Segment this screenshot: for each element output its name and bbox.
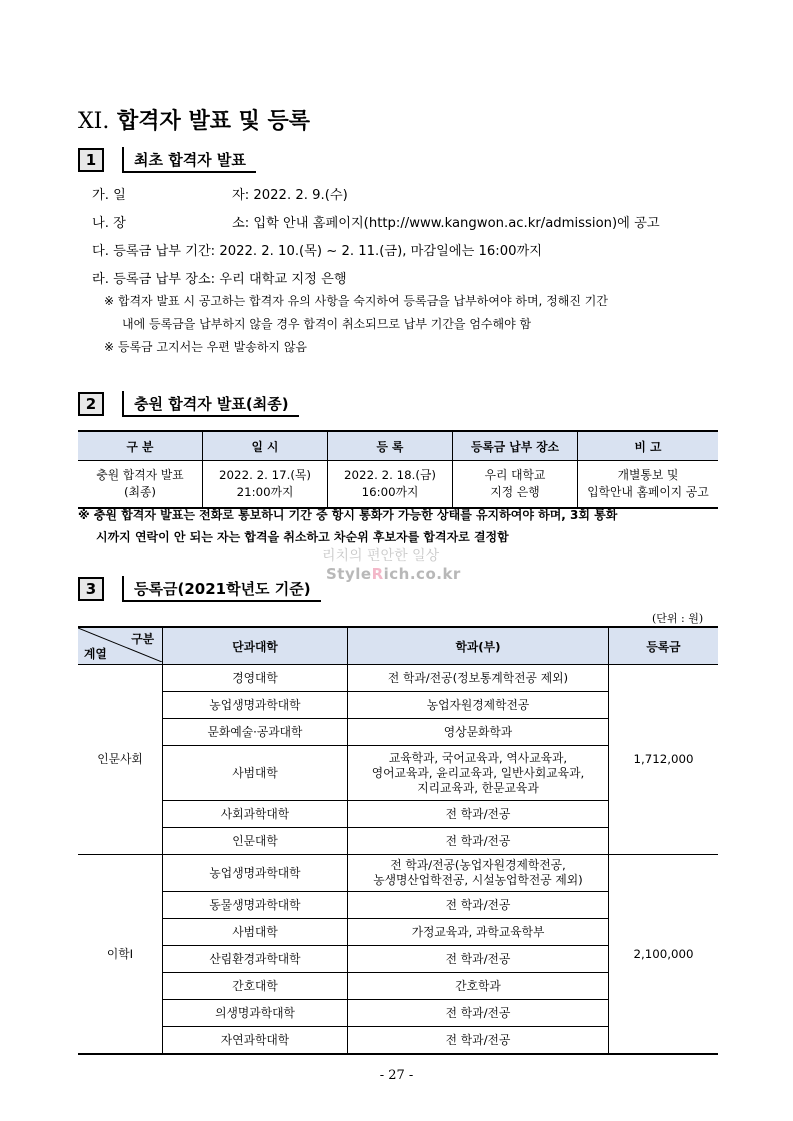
dept-cell: 전 학과/전공 xyxy=(348,1027,609,1055)
dept-line: 전 학과/전공(농업자원경제학전공, xyxy=(390,858,566,872)
dept-cell: 전 학과/전공 xyxy=(348,946,609,973)
diagonal-header-cell xyxy=(78,627,163,665)
section-number: 2 xyxy=(78,392,104,416)
table-header: 일 시 xyxy=(203,431,328,461)
dept-cell: 전 학과/전공(정보통계학전공 제외) xyxy=(348,665,609,692)
bold-note-line: 시까지 연락이 안 되는 자는 합격을 취소하고 차순위 후보자를 합격자로 결정함 xyxy=(96,530,509,544)
page-title xyxy=(78,104,310,135)
info-line-date xyxy=(92,184,348,203)
info-key: 다. 등록금 납부 기간: xyxy=(92,244,216,259)
cell-line: 21:00까지 xyxy=(236,485,294,499)
table-cell xyxy=(328,461,453,509)
college-cell: 농업생명과학대학 xyxy=(163,855,348,892)
college-cell: 사회과학대학 xyxy=(163,801,348,828)
table-row xyxy=(78,461,718,509)
college-cell: 사범대학 xyxy=(163,746,348,801)
watermark-line1: 리치의 편안한 일상 xyxy=(322,548,440,564)
info-value: 2022. 2. 10.(목) ~ 2. 11.(금), 마감일에는 16:00까지 xyxy=(219,244,543,259)
college-cell: 사범대학 xyxy=(163,919,348,946)
table-header: 단과대학 xyxy=(163,627,348,665)
note-line: ※ 합격자 발표 시 공고하는 합격자 유의 사항을 숙지하여 등록금을 납부하여야 하며, 정해진 기간 xyxy=(104,294,608,308)
college-cell: 간호대학 xyxy=(163,973,348,1000)
info-key: 나. 장 xyxy=(92,216,126,231)
info-key2: 소: xyxy=(232,216,250,231)
dept-cell xyxy=(348,855,609,892)
dept-cell xyxy=(348,746,609,801)
dept-line: 영어교육과, 윤리교육과, 일반사회교육과, xyxy=(371,765,585,780)
cell-line: (최종) xyxy=(124,485,156,499)
watermark-part: ich.co.kr xyxy=(383,565,461,583)
college-cell: 자연과학대학 xyxy=(163,1027,348,1055)
section-3-header xyxy=(78,576,321,602)
info-value: 입학 안내 홈페이지(http://www.kangwon.ac.kr/admission)에 공고 xyxy=(253,216,660,231)
table-header: 비 고 xyxy=(578,431,719,461)
cell-line: 충원 합격자 발표 xyxy=(96,468,184,482)
info-key2: 자: xyxy=(232,188,250,203)
table-cell xyxy=(203,461,328,509)
info-line-location xyxy=(92,268,347,287)
fee-cell: 2,100,000 xyxy=(609,855,719,1055)
section-number: 1 xyxy=(78,148,104,172)
cell-line: 16:00까지 xyxy=(361,485,419,499)
dept-cell: 가정교육과, 과학교육학부 xyxy=(348,919,609,946)
group-name: 이학Ⅰ xyxy=(78,855,163,1055)
bold-note-line: ※ 충원 합격자 발표는 전화로 통보하니 기간 중 항시 통화가 가능한 상태를 유지하여야 하며, 3회 통화 xyxy=(78,508,618,522)
dept-cell: 농업자원경제학전공 xyxy=(348,692,609,719)
cell-line: 지정 은행 xyxy=(490,485,540,499)
college-cell: 경영대학 xyxy=(163,665,348,692)
info-key: 라. 등록금 납부 장소: xyxy=(92,272,216,287)
diag-bottom-label: 계열 xyxy=(84,647,107,661)
dept-cell: 간호학과 xyxy=(348,973,609,1000)
info-line-period xyxy=(92,240,542,259)
table-row xyxy=(78,855,718,892)
table-header: 구 분 xyxy=(78,431,203,461)
watermark-part: R xyxy=(371,565,384,583)
diag-top-label: 구분 xyxy=(131,632,154,646)
dept-cell: 전 학과/전공 xyxy=(348,1000,609,1027)
cell-line: 2022. 2. 18.(금) xyxy=(344,468,436,482)
page-number: - 27 - xyxy=(379,1068,414,1083)
section-label: 등록금(2021학년도 기준) xyxy=(122,576,321,602)
title-text: 합격자 발표 및 등록 xyxy=(117,109,311,134)
college-cell: 농업생명과학대학 xyxy=(163,692,348,719)
info-value: 2022. 2. 9.(수) xyxy=(253,188,348,203)
unit-label: (단위 : 원) xyxy=(652,612,704,625)
dept-cell: 전 학과/전공 xyxy=(348,828,609,855)
table-header: 학과(부) xyxy=(348,627,609,665)
table-cell xyxy=(78,461,203,509)
title-roman: XI. xyxy=(78,109,110,134)
dept-cell: 영상문화학과 xyxy=(348,719,609,746)
info-value: 우리 대학교 지정 은행 xyxy=(219,272,347,287)
dept-line: 지리교육과, 한문교육과 xyxy=(417,780,539,795)
watermark-line2 xyxy=(326,565,461,583)
cell-line: 입학안내 홈페이지 공고 xyxy=(587,485,709,499)
dept-line: 농생명산업학전공, 시설농업학전공 제외) xyxy=(373,873,583,887)
table-header: 등록금 xyxy=(609,627,719,665)
section-2-header xyxy=(78,391,299,417)
table-row xyxy=(78,665,718,692)
info-key: 가. 일 xyxy=(92,188,126,203)
dept-line: 교육학과, 국어교육과, 역사교육과, xyxy=(388,750,568,765)
cell-line: 개별통보 및 xyxy=(617,468,679,482)
section-1-header xyxy=(78,147,256,173)
college-cell: 문화예술·공과대학 xyxy=(163,719,348,746)
table-cell xyxy=(453,461,578,509)
note-line: ※ 등록금 고지서는 우편 발송하지 않음 xyxy=(104,340,308,354)
fee-cell: 1,712,000 xyxy=(609,665,719,855)
supplementary-announcement-table xyxy=(78,430,718,509)
cell-line: 2022. 2. 17.(목) xyxy=(219,468,311,482)
table-header: 등 록 xyxy=(328,431,453,461)
college-cell: 인문대학 xyxy=(163,828,348,855)
watermark-part: Style xyxy=(326,565,372,583)
table-cell xyxy=(578,461,719,509)
dept-cell: 전 학과/전공 xyxy=(348,892,609,919)
section-number: 3 xyxy=(78,577,104,601)
cell-line: 우리 대학교 xyxy=(484,468,546,482)
section-label: 최초 합격자 발표 xyxy=(122,147,256,173)
college-cell: 의생명과학대학 xyxy=(163,1000,348,1027)
section-label: 충원 합격자 발표(최종) xyxy=(122,391,299,417)
college-cell: 산림환경과학대학 xyxy=(163,946,348,973)
group-name: 인문사회 xyxy=(78,665,163,855)
table-header: 등록금 납부 장소 xyxy=(453,431,578,461)
dept-cell: 전 학과/전공 xyxy=(348,801,609,828)
college-cell: 동물생명과학대학 xyxy=(163,892,348,919)
note-line: 내에 등록금을 납부하지 않을 경우 합격이 취소되므로 납부 기간을 엄수해야 함 xyxy=(122,317,532,331)
info-line-place xyxy=(92,212,660,231)
tuition-table xyxy=(78,626,718,1055)
